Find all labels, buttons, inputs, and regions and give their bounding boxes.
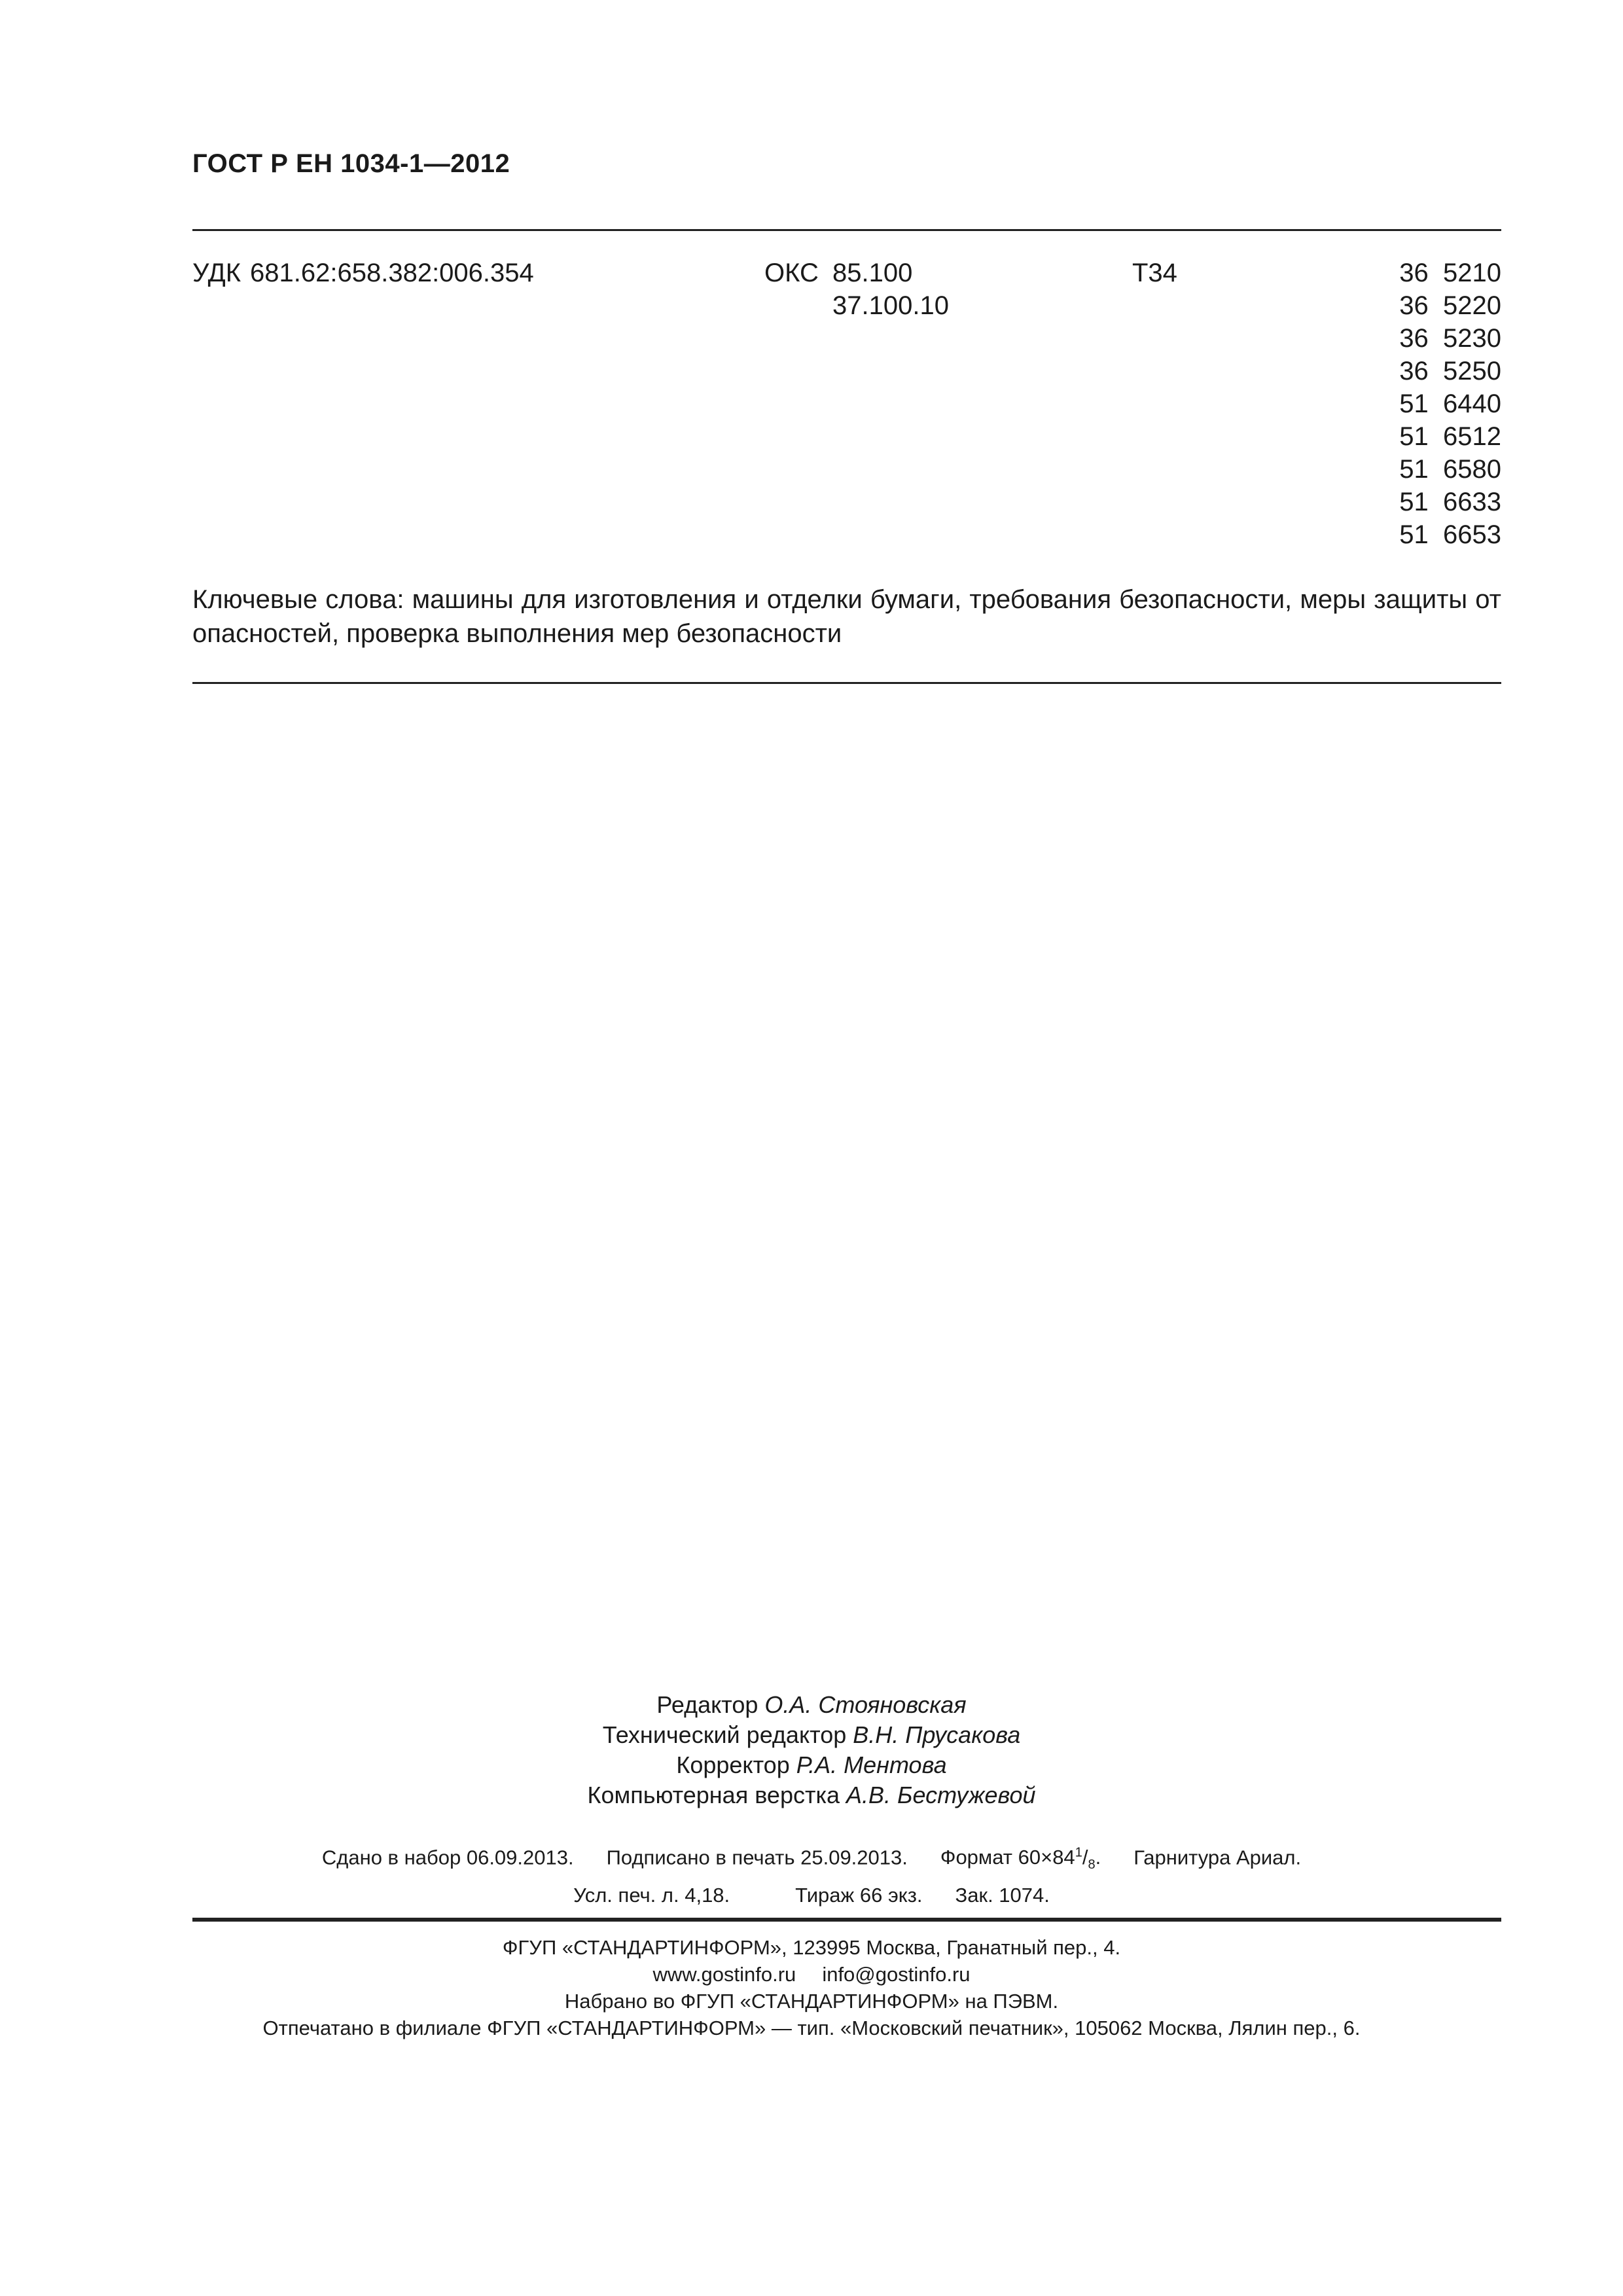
oks-code: 37.100.10 [832, 291, 949, 320]
credit-technical-editor [0, 1720, 1623, 1750]
keywords-divider [192, 682, 1501, 684]
top-divider [192, 229, 1501, 231]
print-details-line-2 [0, 1880, 1623, 1910]
document-code: ГОСТ Р ЕН 1034-1—2012 [192, 149, 510, 178]
signed-for-print: Подписано в печать 25.09.2013. [606, 1846, 908, 1869]
oks-classification [764, 257, 949, 322]
udk-classification [192, 257, 534, 289]
credit-name: В.Н. Прусакова [853, 1721, 1021, 1748]
okp-code-list [1399, 257, 1501, 551]
okp-code: 51 6633 [1399, 488, 1501, 516]
okp-code: 36 5220 [1399, 291, 1501, 320]
typeface: Гарнитура Ариал. [1133, 1846, 1302, 1869]
publisher-divider [192, 1918, 1501, 1922]
okp-code: 51 6440 [1399, 389, 1501, 418]
okp-code: 36 5230 [1399, 324, 1501, 353]
credit-role: Корректор [676, 1751, 790, 1778]
okp-code: 51 6653 [1399, 520, 1501, 549]
okp-code: 36 5250 [1399, 357, 1501, 386]
print-sheets: Усл. печ. л. 4,18. [573, 1883, 730, 1907]
print-details [0, 1838, 1623, 1910]
typeset-note: Набрано во ФГУП «СТАНДАРТИНФОРМ» на ПЭВМ. [564, 1990, 1059, 2013]
sent-to-typeset: Сдано в набор 06.09.2013. [321, 1846, 574, 1869]
okp-code: 36 5210 [1399, 259, 1501, 287]
credit-role: Редактор [656, 1691, 758, 1718]
credit-name: О.А. Стояновская [764, 1691, 967, 1718]
printed-note: Отпечатано в филиале ФГУП «СТАНДАРТИНФОРМ» — тип. «Московский печатник», 105062 Москва, Лялин пер., 6. [262, 2017, 1361, 2039]
udk-label: УДК [192, 259, 241, 287]
order-number: Зак. 1074. [955, 1883, 1050, 1907]
credit-role: Компьютерная верстка [587, 1782, 847, 1808]
paper-format: Формат $60\times 84^1/_8$. [940, 1846, 1101, 1873]
t-classification-code: Т34 [1132, 259, 1177, 287]
credit-name: Р.А. Ментова [796, 1751, 947, 1778]
udk-value: 681.62:658.382:006.354 [250, 259, 534, 287]
credits-block [0, 1690, 1623, 1810]
oks-label: ОКС [764, 259, 819, 287]
publisher-email-link[interactable]: info@gostinfo.ru [822, 1963, 971, 1986]
publisher-contacts [0, 1961, 1623, 1988]
print-details-line-1 [0, 1838, 1623, 1880]
keywords-paragraph: Ключевые слова: машины для изготовления и отделки бумаги, требования безопасности, меры защиты от опасностей, проверка выполнения мер безопасности [192, 585, 1501, 648]
circulation: Тираж 66 экз. [795, 1883, 923, 1907]
publisher-website-link[interactable]: www.gostinfo.ru [652, 1963, 796, 1986]
okp-code: 51 6580 [1399, 455, 1501, 484]
credit-role: Технический редактор [602, 1721, 847, 1748]
credit-editor [0, 1690, 1623, 1720]
publisher-block [0, 1934, 1623, 2041]
okp-code: 51 6512 [1399, 422, 1501, 451]
credit-name: А.В. Бестужевой [846, 1782, 1036, 1808]
credit-proofreader [0, 1750, 1623, 1780]
publisher-address: ФГУП «СТАНДАРТИНФОРМ», 123995 Москва, Гранатный пер., 4. [502, 1936, 1121, 1959]
credit-layout [0, 1780, 1623, 1810]
oks-code: 85.100 [832, 259, 913, 287]
